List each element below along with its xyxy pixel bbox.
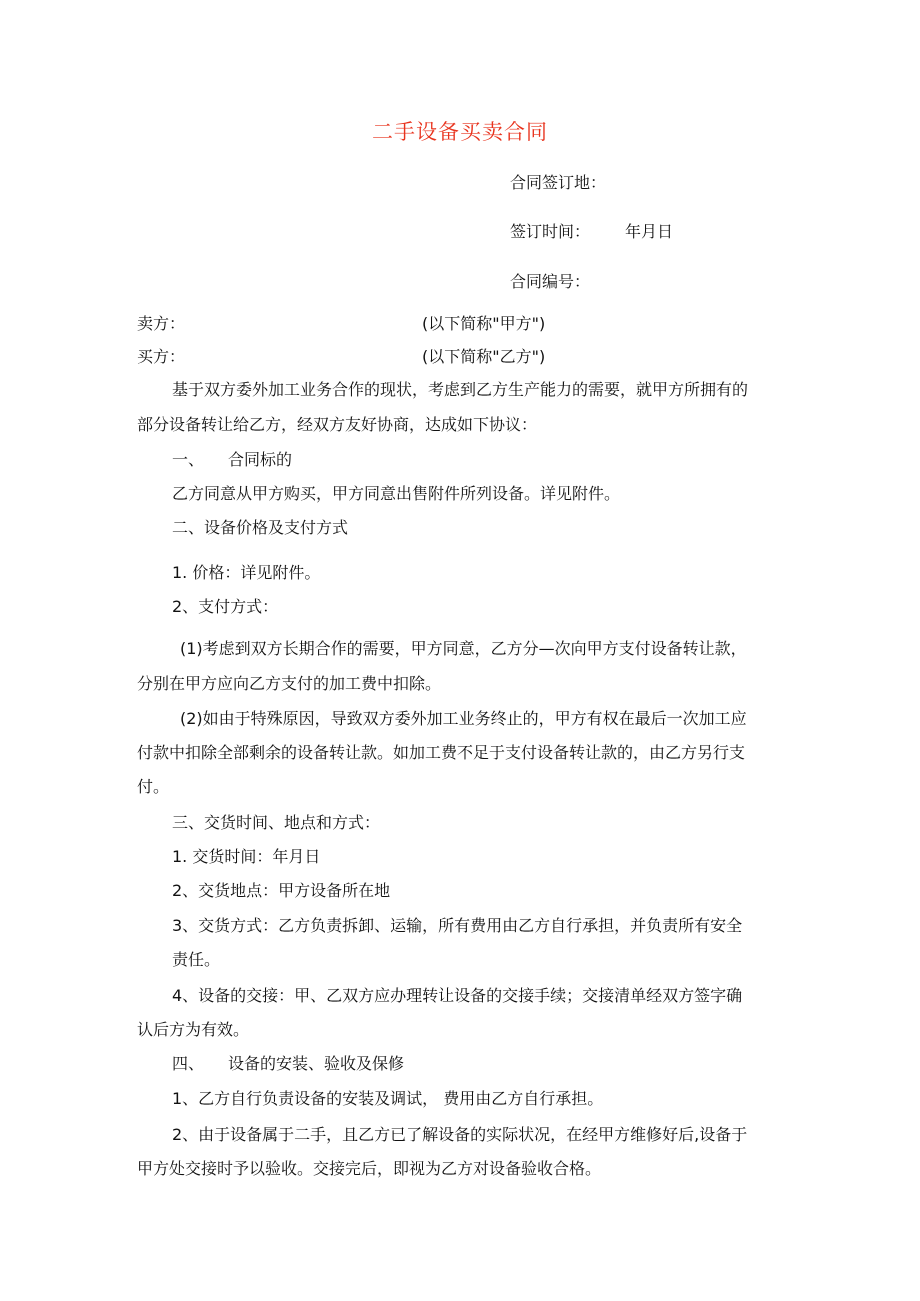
section-2-sub-2-line-2: 付款中扣除全部剩余的设备转让款。如加工费不足于支付设备转让款的，由乙方另行支: [137, 743, 746, 762]
contract-number-label: 合同编号：: [510, 272, 591, 291]
section-3-item-1: 1. 交货时间：年月日: [172, 847, 321, 866]
intro-line-2: 部分设备转让给乙方，经双方友好协商，达成如下协议：: [137, 415, 538, 434]
section-2-item-2: 2、支付方式：: [172, 597, 279, 616]
section-1-body: 乙方同意从甲方购买，甲方同意出售附件所列设备。详见附件。: [172, 484, 621, 503]
section-3-item-2: 2、交货地点：甲方设备所在地: [172, 881, 391, 900]
section-4-item-2-line-2: 甲方处交接时予以验收。交接完后，即视为乙方对设备验收合格。: [137, 1159, 602, 1178]
section-4-item-1: 1、乙方自行负责设备的安装及调试， 费用由乙方自行承担。: [172, 1089, 604, 1108]
signing-time-value: 年月日: [625, 222, 674, 241]
section-3-heading: 三、交货时间、地点和方式：: [172, 813, 381, 832]
signing-place-label: 合同签订地：: [510, 173, 607, 192]
section-4-heading: 设备的安装、验收及保修: [228, 1054, 405, 1073]
buyer-alias: (以下简称"乙方"): [422, 347, 546, 366]
section-2-heading: 二、设备价格及支付方式: [172, 518, 349, 537]
contract-title: 二手设备买卖合同: [372, 120, 548, 144]
section-4-number: 四、: [172, 1054, 205, 1073]
section-2-sub-1-line-1: (1)考虑到双方长期合作的需要，甲方同意，乙方分—次向甲方支付设备转让款，: [180, 639, 747, 658]
section-3-item-3-line-2: 责任。: [172, 950, 221, 969]
section-4-item-2-line-1: 2、由于设备属于二手，且乙方已了解设备的实际状况，在经甲方维修好后,设备于: [172, 1125, 748, 1144]
seller-label: 卖方：: [137, 314, 186, 333]
signing-time-label: 签订时间：: [510, 222, 591, 241]
buyer-label: 买方：: [137, 347, 186, 366]
section-3-item-4-line-2: 认后方为有效。: [137, 1020, 250, 1039]
intro-line-1: 基于双方委外加工业务合作的现状，考虑到乙方生产能力的需要，就甲方所拥有的: [172, 380, 749, 399]
section-2-sub-2-line-3: 付。: [137, 777, 170, 796]
section-2-sub-1-line-2: 分别在甲方应向乙方支付的加工费中扣除。: [137, 674, 442, 693]
seller-alias: (以下简称"甲方"): [422, 314, 546, 333]
section-3-item-4-line-1: 4、设备的交接：甲、乙双方应办理转让设备的交接手续；交接清单经双方签字确: [172, 986, 743, 1005]
section-1-number: 一、: [172, 450, 205, 469]
section-2-sub-2-line-1: (2)如由于特殊原因，导致双方委外加工业务终止的，甲方有权在最后一次加工应: [180, 709, 747, 728]
section-1-heading: 合同标的: [228, 450, 293, 469]
section-3-item-3-line-1: 3、交货方式：乙方负责拆卸、运输，所有费用由乙方自行承担，并负责所有安全: [172, 916, 743, 935]
section-2-item-1: 1. 价格：详见附件。: [172, 563, 321, 582]
